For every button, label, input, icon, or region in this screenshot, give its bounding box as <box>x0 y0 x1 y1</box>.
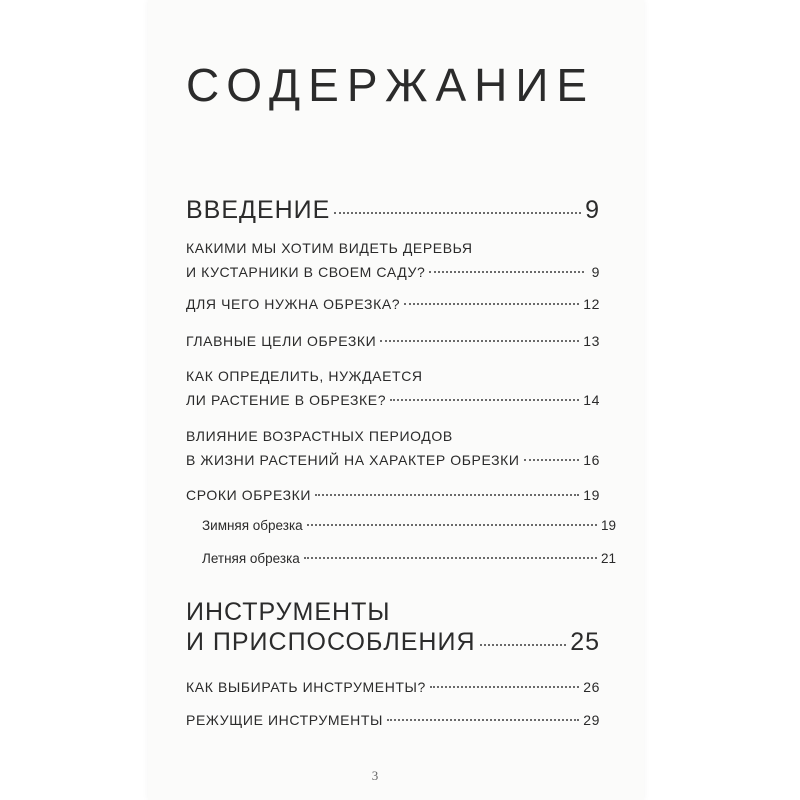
toc-entry-text: И ПРИСПОСОБЛЕНИЯ <box>186 628 476 656</box>
toc-line <box>186 628 600 658</box>
toc-page-number: 9 <box>585 196 600 224</box>
toc-line <box>186 333 600 357</box>
toc-page-number: 13 <box>583 333 600 349</box>
toc-section <box>186 196 600 226</box>
toc-subitem <box>186 518 616 540</box>
toc-line <box>186 196 600 226</box>
dot-leader <box>390 399 579 401</box>
toc-page-number: 19 <box>583 487 600 503</box>
toc-page-number: 19 <box>600 518 616 533</box>
toc-line <box>186 392 600 416</box>
toc-entry-text: ВЛИЯНИЕ ВОЗРАСТНЫХ ПЕРИОДОВ <box>186 428 453 444</box>
dot-leader <box>304 557 597 559</box>
toc-line <box>186 368 600 392</box>
dot-leader <box>524 459 580 461</box>
toc-line <box>186 264 600 288</box>
toc-page-number: 9 <box>591 264 600 280</box>
dot-leader <box>404 303 579 305</box>
dot-leader <box>315 494 579 496</box>
toc-entry-text: ВВЕДЕНИЕ <box>186 196 331 224</box>
toc-entry-text: РЕЖУЩИЕ ИНСТРУМЕНТЫ <box>186 712 383 728</box>
page-title: СОДЕРЖАНИЕ <box>186 59 596 111</box>
toc-page-number: 26 <box>583 679 600 695</box>
toc-item <box>186 487 600 511</box>
toc-entry-text: ЛИ РАСТЕНИЕ В ОБРЕЗКЕ? <box>186 392 387 408</box>
toc-line <box>186 240 600 264</box>
toc-line <box>186 487 600 511</box>
toc-page-number: 29 <box>583 712 600 728</box>
dot-leader <box>480 644 567 646</box>
toc-line <box>186 296 600 320</box>
toc-entry-text: КАК ОПРЕДЕЛИТЬ, НУЖДАЕТСЯ <box>186 368 423 384</box>
toc-entry-text: СРОКИ ОБРЕЗКИ <box>186 487 312 503</box>
toc-line <box>186 679 600 703</box>
toc-entry-text: ДЛЯ ЧЕГО НУЖНА ОБРЕЗКА? <box>186 296 401 312</box>
toc-page-number: 16 <box>583 452 600 468</box>
toc-line <box>202 518 616 540</box>
toc-entry-text: ГЛАВНЫЕ ЦЕЛИ ОБРЕЗКИ <box>186 333 377 349</box>
toc-entry-text: КАК ВЫБИРАТЬ ИНСТРУМЕНТЫ? <box>186 679 426 695</box>
toc-page-number: 12 <box>583 296 600 312</box>
toc-item <box>186 240 600 288</box>
dot-leader <box>387 719 579 721</box>
toc-item <box>186 296 600 320</box>
toc-item <box>186 712 600 736</box>
toc-entry-text: ИНСТРУМЕНТЫ <box>186 598 391 626</box>
toc-page-number: 25 <box>570 628 600 656</box>
dot-leader <box>429 271 584 273</box>
toc-line <box>186 712 600 736</box>
dot-leader <box>380 340 579 342</box>
toc-section <box>186 598 600 658</box>
toc-page-number: 21 <box>600 551 616 566</box>
toc-item <box>186 333 600 357</box>
toc-page-number: 14 <box>583 392 600 408</box>
dot-leader <box>307 524 597 526</box>
dot-leader <box>430 686 579 688</box>
dot-leader <box>334 212 581 214</box>
toc-entry-text: Зимняя обрезка <box>202 518 303 533</box>
toc-item <box>186 428 600 476</box>
toc-line <box>186 598 600 628</box>
toc-subitem <box>186 551 616 573</box>
toc-entry-text: И КУСТАРНИКИ В СВОЕМ САДУ? <box>186 264 426 280</box>
page-number: 3 <box>371 768 379 783</box>
toc-line <box>186 452 600 476</box>
toc-item <box>186 679 600 703</box>
toc-entry-text: В ЖИЗНИ РАСТЕНИЙ НА ХАРАКТЕР ОБРЕЗКИ <box>186 452 520 468</box>
toc-line <box>186 428 600 452</box>
toc-line <box>202 551 616 573</box>
toc-item <box>186 368 600 416</box>
toc-entry-text: Летняя обрезка <box>202 551 300 566</box>
toc-entry-text: КАКИМИ МЫ ХОТИМ ВИДЕТЬ ДЕРЕВЬЯ <box>186 240 473 256</box>
